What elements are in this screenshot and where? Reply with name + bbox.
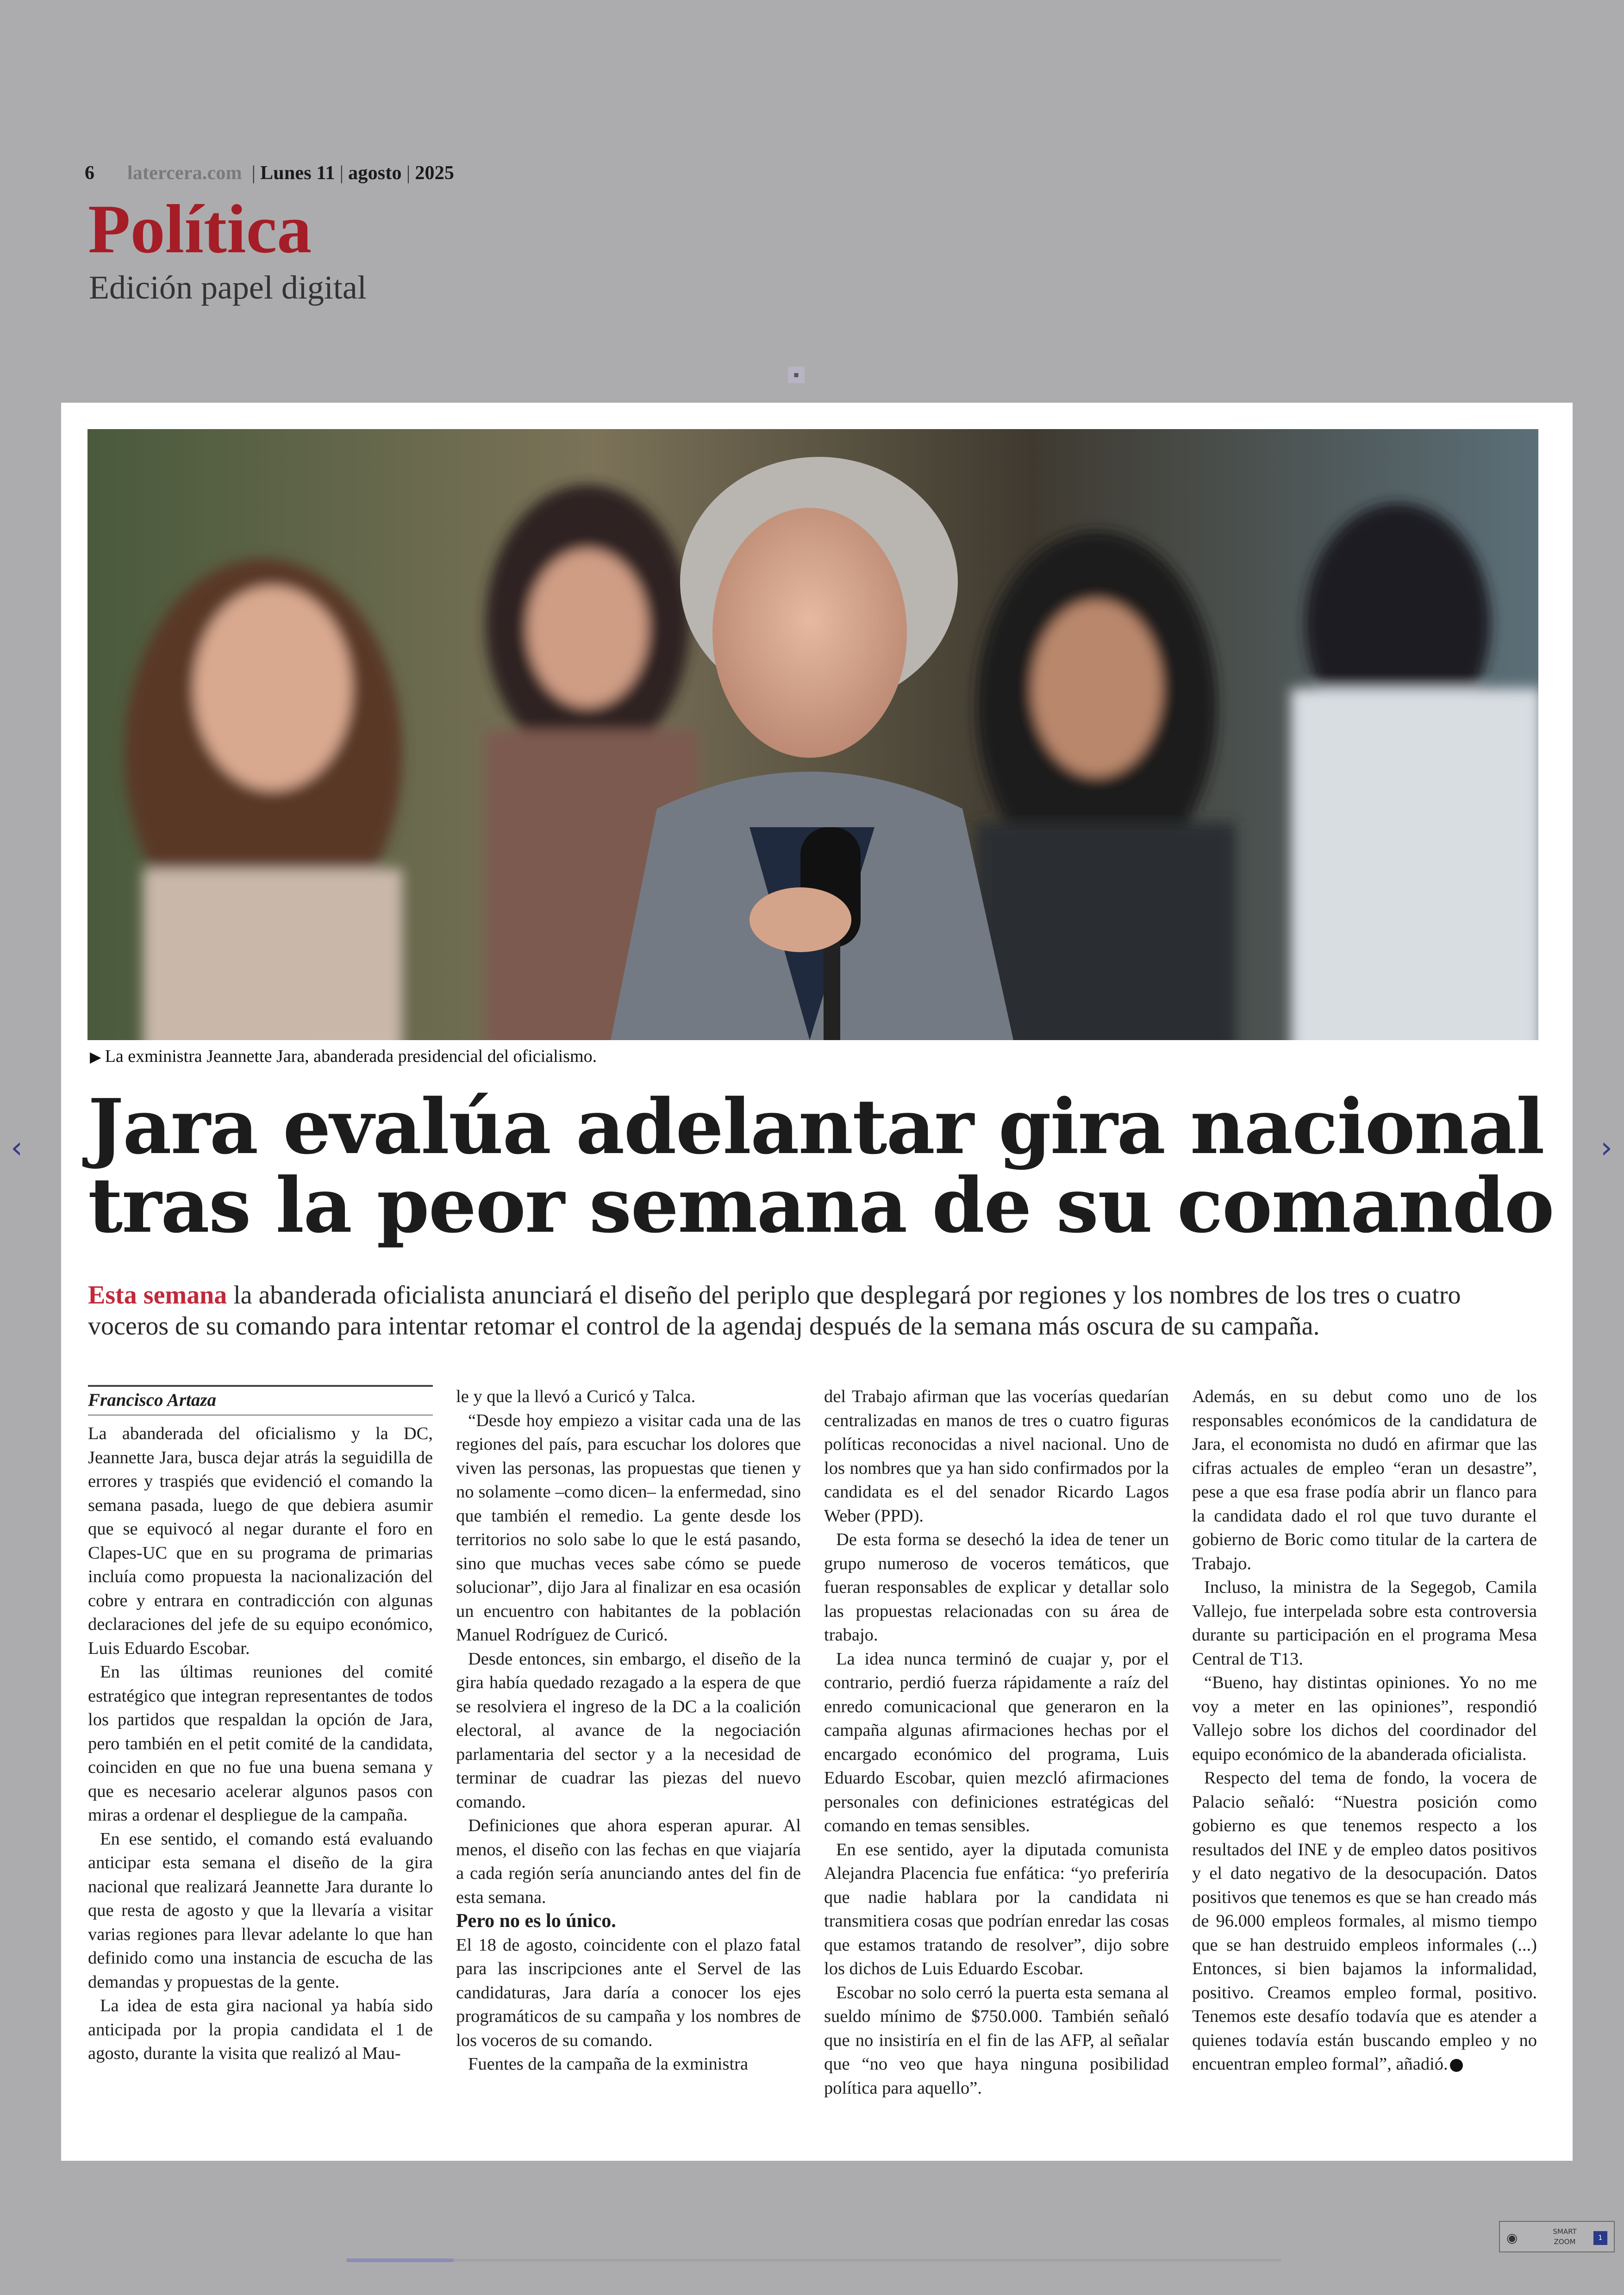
paragraph: del Trabajo afirman que las vocerías quedarían centralizadas en manos de tres o cuatro figuras políticas reconocidas a nivel nacional. Uno de los nombres que ya han sido confirmados por la candidata es el del senador Ricardo Lagos Weber (PPD). xyxy=(824,1387,1169,1526)
section-subtitle: Edición papel digital xyxy=(89,269,367,306)
date-month: agosto xyxy=(348,162,402,184)
paragraph: La idea de esta gira nacional ya había sido anticipada por la propia candidata el 1 de agosto, durante la visita que realizó al Mau- xyxy=(88,1996,433,2063)
paragraph: El 18 de agosto, coincidente con el plazo fatal para las inscripciones ante el Servel de las candidaturas, Jara daría a conocer los ejes programáticos de su campaña y los nombres de los voceros de su comando. xyxy=(456,1935,801,2050)
paragraph: Fuentes de la campaña de la exministra xyxy=(468,2054,749,2074)
separator: | xyxy=(406,162,411,184)
body-subhead: Pero no es lo único. xyxy=(456,1910,616,1932)
body-column-1 xyxy=(88,1385,433,2066)
site-name: latercera.com xyxy=(127,162,242,184)
page-number: 6 xyxy=(85,162,95,184)
deck-text: la abanderada oficialista anunciará el diseño del periplo que desplegará por regiones y los nombres de los tres o cuatro voceros de su comando para intentar retomar el control de la agendaj después de la semana más oscura de su campaña. xyxy=(88,1281,1461,1341)
body-column-4 xyxy=(1192,1385,1537,2077)
smart-zoom-toggle[interactable]: 1 xyxy=(1593,2231,1607,2245)
date-year: 2025 xyxy=(415,162,455,184)
page-progress-track[interactable] xyxy=(346,2259,1281,2262)
chevron-left-icon[interactable]: ‹ xyxy=(11,1131,23,1165)
paragraph: La abanderada del oficialismo y la DC, Jeannette Jara, busca dejar atrás la seguidilla de errores y traspiés que evidenció el comando la semana pasada, luego de que debiera asumir que se equivocó al negar durante el foro en Clapes-UC que en su programa de primarias incluía como propuesta la nacionalización del cobre y entrara en contradicción con algunas declaraciones del jefe de su equipo económico, Luis Eduardo Escobar. xyxy=(88,1424,433,1658)
newspaper-page[interactable] xyxy=(61,403,1573,2161)
paragraph: le y que la llevó a Curicó y Talca. xyxy=(456,1387,696,1406)
body-column-3 xyxy=(824,1385,1169,2100)
paragraph: Desde entonces, sin embargo, el diseño de la gira había quedado rezagado a la espera de que se resolviera el ingreso de la DC a la coalición electoral, al avance de la negociación parlamentaria del sector y a la necesidad de terminar de cuadrar las piezas del nuevo comando. xyxy=(456,1649,801,1812)
photo-illustration xyxy=(87,429,1538,1040)
eye-icon: ◉ xyxy=(1506,2230,1518,2245)
end-of-article-icon xyxy=(1450,2059,1463,2072)
chevron-right-icon[interactable]: › xyxy=(1600,1131,1612,1165)
paragraph: Escobar no solo cerró la puerta esta semana al sueldo mínimo de $750.000. También señaló que no insistiría en el fin de las AFP, al señalar que “no veo que haya ninguna posibilidad política para aquello”. xyxy=(824,1983,1169,2098)
article-deck xyxy=(88,1280,1542,1342)
deck-kicker: Esta semana xyxy=(88,1281,227,1310)
paragraph xyxy=(1192,1766,1537,2077)
paragraph-text: Respecto del tema de fondo, la vocera de Palacio señaló: “Nuestra posición como gobierno es que tenemos respecto a los resultados del INE y de empleo datos positivos y el dato negativo de la desocupación. Datos positivos que tenemos es que se han creado más de 96.000 empleos formales, al mismo tiempo que se han destruido empleos informales (...) Entonces, si bien bajamos la informalidad, positivo. Creamos empleo formal, positivo. Tenemos este desafío todavía que es atender a quienes todavía están buscando empleo y no encuentran empleo formal”, añadió. xyxy=(1192,1768,1537,2074)
paragraph: Además, en su debut como uno de los responsables económicos de la candidatura de Jara, el economista no dudó en afirmar que las cifras actuales de empleo “eran un desastre”, pese a que esa frase podía abrir un flanco para la candidata dado el rol que tuvo durante el gobierno de Boric como titular de la cartera de Trabajo. xyxy=(1192,1387,1537,1573)
section-title: Política xyxy=(88,191,312,268)
body-column-2 xyxy=(456,1385,801,2077)
smart-zoom-control[interactable] xyxy=(1499,2221,1615,2252)
article-headline xyxy=(88,1083,1554,1250)
page-header-meta xyxy=(85,162,454,184)
smart-zoom-label: SMART ZOOM xyxy=(1553,2227,1577,2246)
paragraph: En las últimas reuniones del comité estratégico que integran representantes de todos los partidos que respaldan la opción de Jara, pero también en el petit comité de la candidata, coinciden en que no fue una buena semana y que es necesario acelerar algunos pasos con miras a ordenar el despliegue de la campaña. xyxy=(88,1662,433,1825)
date-day: Lunes 11 xyxy=(260,162,335,184)
paragraph: Definiciones que ahora esperan apurar. Al menos, el diseño con las fechas en que viajaría a cada región sería anunciando antes del fin de esta semana. xyxy=(456,1816,801,1907)
separator: | xyxy=(339,162,344,184)
byline: Francisco Artaza xyxy=(88,1385,433,1416)
paragraph: En ese sentido, el comando está evaluando anticipar esta semana el diseño de la gira nacional que realizará Jeannette Jara durante lo que resta de agosto y que la llevaría a visitar varias regiones para llevar adelante lo que han definido como una instancia de escucha de las demandas y propuestas de la gente. xyxy=(88,1829,433,1992)
separator: | xyxy=(251,162,256,184)
headline-line-2: tras la peor semana de su comando xyxy=(88,1161,1554,1250)
page-drag-handle[interactable]: ▪ xyxy=(788,367,805,383)
article-body xyxy=(88,1385,1542,2153)
paragraph: En ese sentido, ayer la diputada comunista Alejandra Placencia fue enfática: “yo preferiría que nadie hablara por la candidata ni transmitiera cosas que podrían enredar las cosas que estamos tratando de resolver”, dijo sobre los dichos de Luis Eduardo Escobar. xyxy=(824,1840,1169,1978)
paragraph: La idea nunca terminó de cuajar y, por el contrario, perdió fuerza rápidamente a raíz del enredo comunicacional que generaron en la campaña algunas afirmaciones hechas por el encargado económico del programa, Luis Eduardo Escobar, quien mezcló afirmaciones personales con definiciones estratégicas del comando en temas sensibles. xyxy=(824,1649,1169,1835)
caption-text: La exministra Jeannette Jara, abanderada presidencial del oficialismo. xyxy=(105,1047,597,1066)
paragraph: “Desde hoy empiezo a visitar cada una de las regiones del país, para escuchar los dolores que viven las personas, las propuestas que tienen y no solamente –como dicen– la enfermedad, sino que también el remedio. La gente desde los territorios no solo sabe lo que le está pasando, sino que muchas veces sabe cómo se puede solucionar”, dijo Jara al finalizar en esa ocasión un encuentro con habitantes de la población Manuel Rodríguez de Curicó. xyxy=(456,1410,801,1645)
paragraph: “Bueno, hay distintas opiniones. Yo no me voy a meter en las opiniones”, respondió Vallejo sobre los dichos del coordinador del equipo económico de la abanderada oficialista. xyxy=(1192,1673,1537,1764)
photo-caption xyxy=(90,1046,597,1066)
caption-triangle-icon: ▶ xyxy=(90,1048,101,1065)
headline-line-1: Jara evalúa adelantar gira nacional xyxy=(88,1083,1544,1171)
page-progress-fill[interactable] xyxy=(346,2258,454,2262)
paragraph: Incluso, la ministra de la Segegob, Camila Vallejo, fue interpelada sobre esta controversia durante su participación en el programa Mesa Central de T13. xyxy=(1192,1578,1537,1669)
paragraph: De esta forma se desechó la idea de tener un grupo numeroso de voceros temáticos, que fueran responsables de explicar y detallar solo las propuestas relacionadas con su área de trabajo. xyxy=(824,1530,1169,1645)
article-photo xyxy=(87,429,1538,1040)
